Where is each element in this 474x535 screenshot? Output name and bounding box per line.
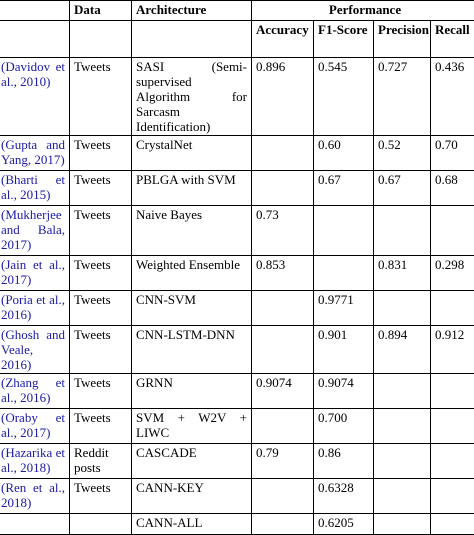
data-cell: Tweets bbox=[70, 136, 132, 171]
ref-link[interactable]: (Gupta and Yang, 2017) bbox=[0, 136, 70, 171]
architecture-cell: CASCADE bbox=[132, 444, 252, 479]
header-blank-3 bbox=[132, 21, 252, 58]
precision-cell bbox=[374, 444, 431, 479]
accuracy-cell bbox=[252, 171, 314, 206]
architecture-cell: GRNN bbox=[132, 374, 252, 409]
header-accuracy: Accuracy bbox=[252, 21, 314, 58]
ref-link[interactable]: (Davidov et al., 2010) bbox=[0, 58, 70, 136]
header-blank-1 bbox=[0, 21, 70, 58]
header-recall: Recall bbox=[431, 21, 474, 58]
f1-cell: 0.901 bbox=[314, 326, 374, 374]
table-row bbox=[0, 206, 474, 256]
precision-cell bbox=[374, 409, 431, 444]
table-row bbox=[0, 58, 474, 136]
recall-cell bbox=[431, 291, 474, 326]
accuracy-cell: 0.9074 bbox=[252, 374, 314, 409]
architecture-cell: CANN-KEY bbox=[132, 479, 252, 514]
precision-cell: 0.727 bbox=[374, 58, 431, 136]
table-row bbox=[0, 171, 474, 206]
precision-cell bbox=[374, 514, 431, 535]
precision-cell: 0.52 bbox=[374, 136, 431, 171]
architecture-cell: CANN-ALL bbox=[132, 514, 252, 535]
precision-cell bbox=[374, 479, 431, 514]
f1-cell: 0.86 bbox=[314, 444, 374, 479]
accuracy-cell: 0.853 bbox=[252, 256, 314, 291]
f1-cell: 0.700 bbox=[314, 409, 374, 444]
architecture-cell: PBLGA with SVM bbox=[132, 171, 252, 206]
ref-link[interactable]: (Poria et al., 2016) bbox=[0, 291, 70, 326]
data-cell: Tweets bbox=[70, 326, 132, 374]
ref-link[interactable]: (Zhang et al., 2016) bbox=[0, 374, 70, 409]
f1-cell bbox=[314, 206, 374, 256]
architecture-cell: SASI (Semi-supervised Algorithm for Sarcasm Identification) bbox=[132, 58, 252, 136]
accuracy-cell bbox=[252, 326, 314, 374]
precision-cell: 0.831 bbox=[374, 256, 431, 291]
table-row bbox=[0, 409, 474, 444]
header-precision: Precision bbox=[374, 21, 431, 58]
header-row-1 bbox=[0, 1, 474, 21]
f1-cell bbox=[314, 256, 374, 291]
accuracy-cell: 0.896 bbox=[252, 58, 314, 136]
architecture-cell: CNN-SVM bbox=[132, 291, 252, 326]
header-f1-score: F1-Score bbox=[314, 21, 374, 58]
accuracy-cell bbox=[252, 136, 314, 171]
data-cell bbox=[70, 514, 132, 535]
table-row bbox=[0, 136, 474, 171]
header-blank-2 bbox=[70, 21, 132, 58]
architecture-cell: CrystalNet bbox=[132, 136, 252, 171]
recall-cell bbox=[431, 444, 474, 479]
table-row bbox=[0, 326, 474, 374]
header-data: Data bbox=[70, 1, 132, 21]
ref-link[interactable]: (Jain et al., 2017) bbox=[0, 256, 70, 291]
ref-link[interactable]: (Bharti et al., 2015) bbox=[0, 171, 70, 206]
data-cell: Tweets bbox=[70, 479, 132, 514]
recall-cell: 0.298 bbox=[431, 256, 474, 291]
precision-cell bbox=[374, 374, 431, 409]
architecture-cell: Naive Bayes bbox=[132, 206, 252, 256]
ref-link[interactable]: (Ghosh and Veale, 2016) bbox=[0, 326, 70, 374]
header-row-2 bbox=[0, 21, 474, 58]
ref-link[interactable]: (Mukherjee and Bala, 2017) bbox=[0, 206, 70, 256]
precision-cell bbox=[374, 291, 431, 326]
table-row bbox=[0, 291, 474, 326]
architecture-cell: CNN-LSTM-DNN bbox=[132, 326, 252, 374]
recall-cell: 0.68 bbox=[431, 171, 474, 206]
f1-cell: 0.545 bbox=[314, 58, 374, 136]
ref-link[interactable]: (Ren et al., 2018) bbox=[0, 479, 70, 514]
architecture-cell: SVM + W2V + LIWC bbox=[132, 409, 252, 444]
recall-cell bbox=[431, 514, 474, 535]
precision-cell: 0.894 bbox=[374, 326, 431, 374]
precision-cell: 0.67 bbox=[374, 171, 431, 206]
accuracy-cell: 0.73 bbox=[252, 206, 314, 256]
accuracy-cell: 0.79 bbox=[252, 444, 314, 479]
data-cell: Tweets bbox=[70, 206, 132, 256]
table-row bbox=[0, 479, 474, 514]
f1-cell: 0.9771 bbox=[314, 291, 374, 326]
header-architecture: Architecture bbox=[132, 1, 252, 21]
ref-link[interactable]: (Oraby et al., 2017) bbox=[0, 409, 70, 444]
ref-link[interactable]: (Hazarika et al., 2018) bbox=[0, 444, 70, 479]
header-performance: Performance bbox=[252, 1, 474, 21]
recall-cell: 0.912 bbox=[431, 326, 474, 374]
table-row bbox=[0, 256, 474, 291]
data-cell: Tweets bbox=[70, 291, 132, 326]
data-cell: Tweets bbox=[70, 256, 132, 291]
data-cell: Reddit posts bbox=[70, 444, 132, 479]
recall-cell: 0.436 bbox=[431, 58, 474, 136]
recall-cell bbox=[431, 206, 474, 256]
ref-link bbox=[0, 514, 70, 535]
recall-cell bbox=[431, 374, 474, 409]
accuracy-cell bbox=[252, 291, 314, 326]
recall-cell bbox=[431, 409, 474, 444]
f1-cell: 0.60 bbox=[314, 136, 374, 171]
data-cell: Tweets bbox=[70, 58, 132, 136]
f1-cell: 0.6328 bbox=[314, 479, 374, 514]
data-cell: Tweets bbox=[70, 171, 132, 206]
recall-cell: 0.70 bbox=[431, 136, 474, 171]
f1-cell: 0.67 bbox=[314, 171, 374, 206]
accuracy-cell bbox=[252, 514, 314, 535]
data-cell: Tweets bbox=[70, 409, 132, 444]
table-row bbox=[0, 444, 474, 479]
accuracy-cell bbox=[252, 409, 314, 444]
f1-cell: 0.6205 bbox=[314, 514, 374, 535]
architecture-cell: Weighted Ensemble bbox=[132, 256, 252, 291]
data-cell: Tweets bbox=[70, 374, 132, 409]
accuracy-cell bbox=[252, 479, 314, 514]
precision-cell bbox=[374, 206, 431, 256]
header-ref bbox=[0, 1, 70, 21]
recall-cell bbox=[431, 479, 474, 514]
f1-cell: 0.9074 bbox=[314, 374, 374, 409]
table-row bbox=[0, 514, 474, 535]
table-row bbox=[0, 374, 474, 409]
